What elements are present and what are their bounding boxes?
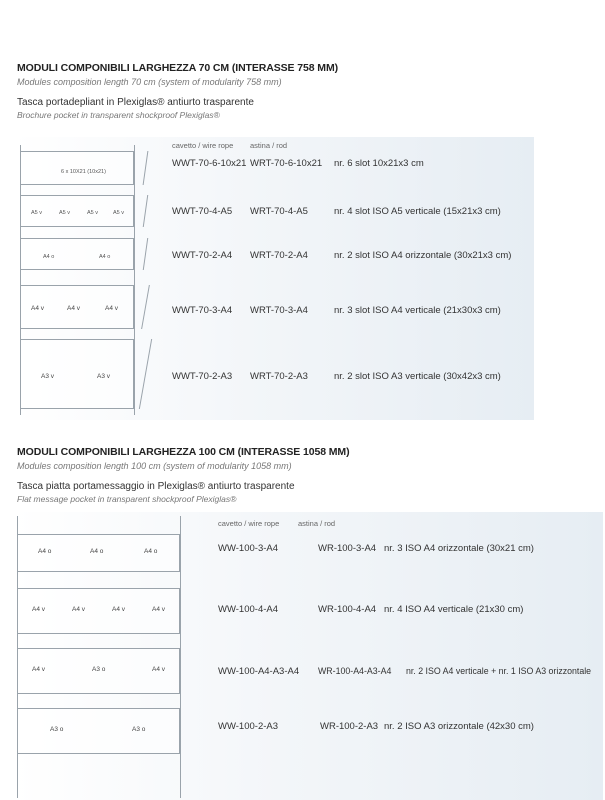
- module-pocket: [20, 339, 134, 409]
- slot-label: A4 v: [67, 305, 81, 312]
- slot-label: A4 o: [99, 254, 111, 260]
- rod-code: WRT-70-2-A4: [250, 250, 308, 261]
- row-description: nr. 2 slot ISO A3 verticale (30x42x3 cm): [334, 371, 501, 382]
- row-description: nr. 3 slot ISO A4 verticale (21x30x3 cm): [334, 305, 501, 316]
- rod-code: WR-100-2-A3: [320, 721, 379, 732]
- row-description: nr. 6 slot 10x21x3 cm: [334, 158, 424, 169]
- slot-label: A3 o: [50, 726, 64, 733]
- section2-item-en: Flat message pocket in transparent shockproof Plexiglas®: [17, 494, 237, 504]
- side-profile: [143, 195, 148, 227]
- rope-code: WWT-70-2-A3: [172, 371, 233, 382]
- side-profile: [139, 339, 152, 409]
- slot-label: A4 v: [32, 606, 46, 613]
- rope-code: WWT-70-6-10x21: [172, 158, 247, 169]
- section1-title: MODULI COMPONIBILI LARGHEZZA 70 CM (INTERASSE 758 MM): [17, 62, 338, 74]
- side-profile: [141, 285, 150, 329]
- row-description: nr. 2 ISO A4 verticale + nr. 1 ISO A3 orizzontale: [406, 666, 592, 676]
- section1-item: Tasca portadepliant in Plexiglas® antiurto trasparente: [17, 97, 254, 108]
- section1-subtitle: Modules composition length 70 cm (system of modularity 758 mm): [17, 77, 282, 87]
- section1-panel: [14, 137, 534, 420]
- slot-label: A5 v: [59, 210, 71, 216]
- section1-col-rope: cavetto / wire rope: [172, 141, 234, 150]
- section1-col-rod: astina / rod: [250, 141, 288, 150]
- row-description: nr. 2 ISO A3 orizzontale (42x30 cm): [384, 721, 534, 732]
- right-wire-rope: [134, 145, 135, 415]
- module-pocket: [20, 151, 134, 185]
- module-pocket: [17, 648, 180, 694]
- slot-label: 6 x 10X21 (10x21): [61, 169, 106, 175]
- slot-label: A3 v: [41, 373, 55, 380]
- slot-label: A4 v: [72, 606, 86, 613]
- module-pocket: [20, 195, 134, 227]
- rope-code: WWT-70-2-A4: [172, 250, 233, 261]
- rope-code: WWT-70-3-A4: [172, 305, 233, 316]
- slot-label: A5 v: [31, 210, 43, 216]
- section2-title: MODULI COMPONIBILI LARGHEZZA 100 CM (INTERASSE 1058 MM): [17, 446, 350, 458]
- row-description: nr. 2 slot ISO A4 orizzontale (30x21x3 cm): [334, 250, 512, 261]
- slot-label: A4 o: [38, 548, 52, 555]
- rod-code: WRT-70-3-A4: [250, 305, 308, 316]
- section1-item-en: Brochure pocket in transparent shockproof Plexiglas®: [17, 110, 220, 120]
- section2-panel: [14, 512, 603, 800]
- section2-item: Tasca piatta portamessaggio in Plexiglas® antiurto trasparente: [17, 481, 295, 492]
- rod-code: WR-100-4-A4: [318, 604, 377, 615]
- slot-label: A4 v: [31, 305, 45, 312]
- row-description: nr. 3 ISO A4 orizzontale (30x21 cm): [384, 543, 534, 554]
- module-pocket: [20, 285, 134, 329]
- rope-code: WW-100-3-A4: [218, 543, 279, 554]
- slot-label: A3 o: [92, 666, 106, 673]
- section2-col-rod: astina / rod: [298, 519, 336, 528]
- slot-label: A5 v: [87, 210, 99, 216]
- rope-code: WW-100-A4-A3-A4: [218, 666, 300, 677]
- rod-code: WR-100-3-A4: [318, 543, 377, 554]
- module-pocket: [20, 238, 134, 270]
- module-pocket: [17, 588, 180, 634]
- rod-code: WRT-70-6-10x21: [250, 158, 323, 169]
- side-profile: [143, 238, 148, 270]
- slot-label: A3 v: [97, 373, 111, 380]
- row-description: nr. 4 ISO A4 verticale (21x30 cm): [384, 604, 524, 615]
- section2-subtitle: Modules composition length 100 cm (system of modularity 1058 mm): [17, 461, 292, 471]
- row-description: nr. 4 slot ISO A5 verticale (15x21x3 cm): [334, 206, 501, 217]
- rope-code: WWT-70-4-A5: [172, 206, 233, 217]
- slot-label: A4 v: [32, 666, 46, 673]
- side-profile: [143, 151, 149, 185]
- slot-label: A4 v: [112, 606, 126, 613]
- slot-label: A3 o: [132, 726, 146, 733]
- rope-code: WW-100-2-A3: [218, 721, 279, 732]
- slot-label: A4 v: [152, 606, 166, 613]
- slot-label: A4 o: [43, 254, 55, 260]
- right-wire-rope: [180, 516, 181, 798]
- slot-label: A4 v: [152, 666, 166, 673]
- module-pocket: [17, 534, 180, 572]
- slot-label: A5 v: [113, 210, 125, 216]
- slot-label: A4 v: [105, 305, 119, 312]
- rod-code: WR-100-A4-A3-A4: [318, 666, 392, 676]
- module-pocket: [17, 708, 180, 754]
- rod-code: WRT-70-4-A5: [250, 206, 308, 217]
- slot-label: A4 o: [144, 548, 158, 555]
- slot-label: A4 o: [90, 548, 104, 555]
- rod-code: WRT-70-2-A3: [250, 371, 308, 382]
- section2-col-rope: cavetto / wire rope: [218, 519, 280, 528]
- rope-code: WW-100-4-A4: [218, 604, 279, 615]
